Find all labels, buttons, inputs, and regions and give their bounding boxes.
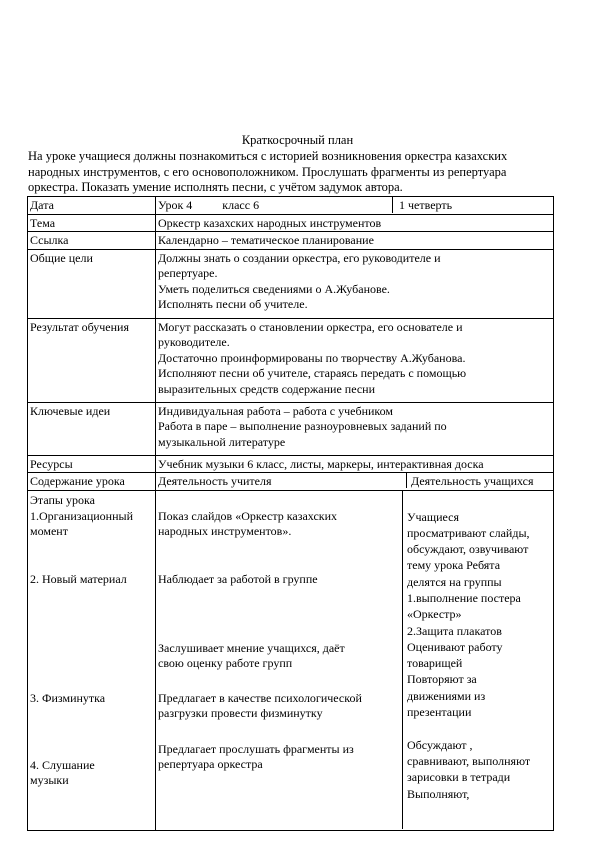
stage-organizational: 1.Организационный момент <box>30 508 133 538</box>
date-label: Дата <box>28 197 156 215</box>
row-line: Учебник музыки 6 класс, листы, маркеры, интерактивная доска <box>158 456 484 471</box>
header-students: Деятельность учащихся <box>406 473 553 488</box>
table-row-topic <box>28 214 554 232</box>
row-label: Ссылка <box>28 232 156 250</box>
stages-heading: Этапы урока <box>30 492 95 507</box>
row-label: Результат обучения <box>28 318 156 402</box>
table-row-date <box>28 197 554 215</box>
header-teacher: Деятельность учителя <box>158 474 272 488</box>
table-row-results <box>28 318 554 402</box>
quarter-label: 1 четверть <box>392 197 553 213</box>
teacher-activity: Предлагает в качестве психологической разгрузки провести физминутку <box>158 690 362 720</box>
row-line: репертуаре. <box>158 266 218 280</box>
row-line: музыкальной литературе <box>158 434 286 449</box>
row-line: Работа в паре – выполнение разноуровневых заданий по <box>158 419 447 433</box>
row-label: Общие цели <box>28 249 156 318</box>
teacher-activity: Предлагает прослушать фрагменты из репертуара оркестра <box>158 741 354 771</box>
lesson-plan-table <box>27 196 554 831</box>
row-line: Должны знать о создании оркестра, его руководителе и <box>158 250 441 265</box>
intro-paragraph <box>28 149 566 196</box>
teacher-activity: Показ слайдов «Оркестр казахских народных инструментов». <box>158 508 338 538</box>
row-line: выразительных средств содержание песни <box>158 381 375 396</box>
row-line: Достаточно проинформированы по творчеству А.Жубанова. <box>158 350 466 365</box>
lesson-number: Урок 4 <box>158 198 193 212</box>
students-activity-column <box>402 491 553 829</box>
row-line: Исполнять песни об учителе. <box>158 297 308 311</box>
row-line: Уметь поделиться сведениями о А.Жубанове. <box>158 281 390 296</box>
teacher-activity: Наблюдает за работой в группе <box>158 571 318 586</box>
stage-new-material: 2. Новый материал <box>30 571 127 586</box>
teacher-activity-column <box>156 491 402 829</box>
students-activity: Учащиеся просматривают слайды, обсуждают, озвучивают тему урока Ребята делятся на группы 1.выполнение постера «Оркестр» 2.Защита плакатов Оценивают работу товарищей Повторяют за движениями из презентации Обсуждают , сравнивают, выполняют зарисовки в тетради Выполняют, <box>407 509 531 801</box>
table-row-stages <box>28 490 554 830</box>
stage-physical-break: 3. Физминутка <box>30 690 106 705</box>
header-content: Содержание урока <box>28 473 156 491</box>
table-row-resources <box>28 455 554 473</box>
table-row-key-ideas <box>28 402 554 455</box>
table-row-reference <box>28 232 554 250</box>
teacher-activity: Заслушивает мнение учащихся, даёт свою оценку работе групп <box>158 640 345 670</box>
intro-line: оркестра. Показать умение исполнять песни, с учётом задумок автора. <box>28 180 403 194</box>
row-line: Могут рассказать о становлении оркестра, его основателе и <box>158 319 463 334</box>
intro-line: народных инструментов, с его основоположником. Прослушать фрагменты из репертуара <box>28 164 507 179</box>
stage-listening: 4. Слушание музыки <box>30 757 95 787</box>
row-line: Календарно – тематическое планирование <box>158 233 374 247</box>
row-line: Исполняют песни об учителе, стараясь передать с помощью <box>158 366 467 380</box>
row-label: Ресурсы <box>28 455 156 473</box>
grade-label: класс 6 <box>222 198 260 212</box>
row-line: Индивидуальная работа – работа с учебником <box>158 403 394 418</box>
row-line: руководителе. <box>158 335 230 349</box>
row-line: Оркестр казахских народных инструментов <box>158 215 382 230</box>
row-label: Тема <box>28 214 156 232</box>
table-header-row <box>28 473 554 491</box>
table-row-goals <box>28 249 554 318</box>
intro-line: На уроке учащиеся должны познакомиться с историей возникновения оркестра казахских <box>28 149 508 163</box>
document-title: Краткосрочный план <box>241 133 354 147</box>
row-label: Ключевые идеи <box>28 402 156 455</box>
